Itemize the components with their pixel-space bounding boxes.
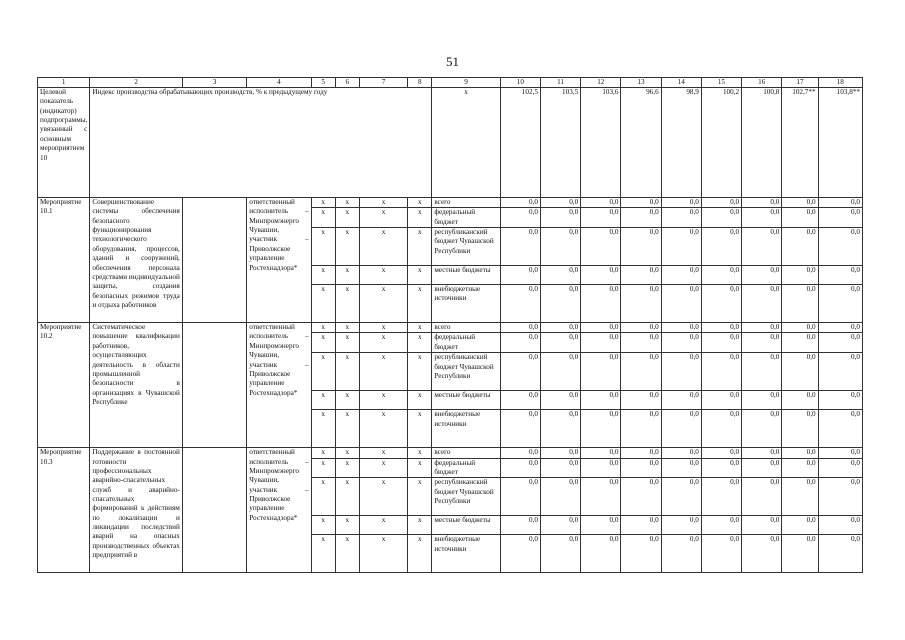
code-x-cell: x bbox=[359, 228, 407, 266]
funding-value: 0,0 bbox=[661, 333, 701, 353]
funding-value: 0,0 bbox=[540, 208, 580, 228]
funding-value: 0,0 bbox=[581, 458, 621, 478]
code-x-cell: x bbox=[359, 391, 407, 410]
measure-funding-row bbox=[38, 448, 863, 458]
measure-empty-cell bbox=[182, 323, 246, 448]
funding-value: 0,0 bbox=[500, 228, 540, 266]
funding-value: 0,0 bbox=[581, 208, 621, 228]
funding-value: 0,0 bbox=[701, 410, 741, 448]
column-number: 4 bbox=[247, 78, 311, 88]
funding-value: 0,0 bbox=[581, 323, 621, 333]
code-x-cell: x bbox=[408, 458, 432, 478]
funding-value: 0,0 bbox=[782, 323, 818, 333]
code-x-cell: x bbox=[408, 228, 432, 266]
funding-value: 0,0 bbox=[742, 228, 782, 266]
funding-value: 0,0 bbox=[742, 516, 782, 535]
funding-value: 0,0 bbox=[782, 208, 818, 228]
funding-value: 0,0 bbox=[742, 535, 782, 573]
measure-name: Совершенствование системы обеспечения безопасного функционирования технологического оборудования, процессов, зданий и сооружений, обеспечения персонала средствами индивидуальной защиты, создания безопасных режимов труда и отдыха работников bbox=[90, 198, 183, 323]
column-number: 16 bbox=[742, 78, 782, 88]
funding-value: 0,0 bbox=[782, 410, 818, 448]
funding-value: 0,0 bbox=[782, 448, 818, 458]
funding-value: 0,0 bbox=[661, 391, 701, 410]
code-x-cell: x bbox=[359, 353, 407, 391]
indicator-col9: x bbox=[432, 88, 500, 198]
funding-value: 0,0 bbox=[782, 198, 818, 208]
measure-empty-cell bbox=[182, 198, 246, 323]
code-x-cell: x bbox=[335, 391, 359, 410]
code-x-cell: x bbox=[408, 333, 432, 353]
code-x-cell: x bbox=[335, 410, 359, 448]
funding-value: 0,0 bbox=[661, 198, 701, 208]
column-number: 2 bbox=[90, 78, 183, 88]
code-x-cell: x bbox=[335, 516, 359, 535]
code-x-cell: x bbox=[335, 323, 359, 333]
code-x-cell: x bbox=[311, 285, 335, 323]
funding-value: 0,0 bbox=[661, 458, 701, 478]
code-x-cell: x bbox=[335, 535, 359, 573]
funding-value: 0,0 bbox=[540, 410, 580, 448]
code-x-cell: x bbox=[408, 266, 432, 285]
funding-value: 0,0 bbox=[818, 198, 862, 208]
funding-value: 0,0 bbox=[500, 266, 540, 285]
funding-value: 0,0 bbox=[540, 458, 580, 478]
funding-value: 0,0 bbox=[782, 266, 818, 285]
code-x-cell: x bbox=[408, 478, 432, 516]
code-x-cell: x bbox=[408, 285, 432, 323]
code-x-cell: x bbox=[359, 333, 407, 353]
funding-source: местные бюджеты bbox=[432, 266, 500, 285]
code-x-cell: x bbox=[311, 516, 335, 535]
funding-source: внебюджетные источники bbox=[432, 410, 500, 448]
code-x-cell: x bbox=[311, 410, 335, 448]
funding-value: 0,0 bbox=[818, 323, 862, 333]
code-x-cell: x bbox=[335, 228, 359, 266]
funding-value: 0,0 bbox=[621, 323, 661, 333]
page-number: 51 bbox=[446, 54, 459, 69]
code-x-cell: x bbox=[335, 478, 359, 516]
funding-source: федеральный бюджет bbox=[432, 333, 500, 353]
table-body bbox=[38, 78, 863, 573]
funding-value: 0,0 bbox=[742, 266, 782, 285]
funding-value: 0,0 bbox=[621, 198, 661, 208]
funding-value: 0,0 bbox=[621, 228, 661, 266]
funding-value: 0,0 bbox=[701, 198, 741, 208]
funding-value: 0,0 bbox=[581, 333, 621, 353]
measure-name: Поддержание в постоянной готовности профессиональных аварийно-спасательных служб и аварийно-спасательных формирований к действиям по локализации и ликвидации последствий аварий на опасных производственных объектах предприятий в bbox=[90, 448, 183, 573]
funding-value: 0,0 bbox=[661, 323, 701, 333]
funding-value: 0,0 bbox=[661, 535, 701, 573]
code-x-cell: x bbox=[335, 198, 359, 208]
code-x-cell: x bbox=[311, 353, 335, 391]
funding-value: 0,0 bbox=[782, 516, 818, 535]
funding-value: 0,0 bbox=[661, 228, 701, 266]
funding-value: 0,0 bbox=[742, 323, 782, 333]
indicator-name: Индекс производства обрабатывающих производств, % к предыдущему году bbox=[90, 88, 432, 198]
funding-value: 0,0 bbox=[500, 198, 540, 208]
funding-value: 0,0 bbox=[661, 516, 701, 535]
column-number: 11 bbox=[540, 78, 580, 88]
funding-value: 0,0 bbox=[500, 285, 540, 323]
code-x-cell: x bbox=[335, 448, 359, 458]
funding-value: 0,0 bbox=[742, 198, 782, 208]
funding-value: 0,0 bbox=[621, 285, 661, 323]
code-x-cell: x bbox=[408, 353, 432, 391]
funding-value: 0,0 bbox=[540, 478, 580, 516]
funding-value: 0,0 bbox=[621, 353, 661, 391]
code-x-cell: x bbox=[335, 353, 359, 391]
code-x-cell: x bbox=[408, 323, 432, 333]
funding-value: 0,0 bbox=[581, 353, 621, 391]
funding-source: республиканский бюджет Чувашской Республики bbox=[432, 228, 500, 266]
funding-value: 0,0 bbox=[661, 448, 701, 458]
funding-source: местные бюджеты bbox=[432, 391, 500, 410]
code-x-cell: x bbox=[311, 448, 335, 458]
funding-value: 0,0 bbox=[818, 458, 862, 478]
indicator-value: 103,5 bbox=[540, 88, 580, 198]
funding-value: 0,0 bbox=[500, 333, 540, 353]
funding-value: 0,0 bbox=[661, 266, 701, 285]
funding-value: 0,0 bbox=[742, 333, 782, 353]
column-number: 12 bbox=[581, 78, 621, 88]
funding-value: 0,0 bbox=[701, 208, 741, 228]
code-x-cell: x bbox=[359, 266, 407, 285]
code-x-cell: x bbox=[359, 458, 407, 478]
funding-value: 0,0 bbox=[782, 391, 818, 410]
indicator-value: 103,8** bbox=[818, 88, 862, 198]
funding-value: 0,0 bbox=[782, 353, 818, 391]
funding-value: 0,0 bbox=[621, 458, 661, 478]
funding-value: 0,0 bbox=[818, 266, 862, 285]
funding-value: 0,0 bbox=[500, 448, 540, 458]
code-x-cell: x bbox=[311, 323, 335, 333]
funding-value: 0,0 bbox=[818, 448, 862, 458]
funding-value: 0,0 bbox=[701, 353, 741, 391]
funding-value: 0,0 bbox=[581, 228, 621, 266]
indicator-value: 102,5 bbox=[500, 88, 540, 198]
funding-source: внебюджетные источники bbox=[432, 535, 500, 573]
code-x-cell: x bbox=[359, 448, 407, 458]
funding-value: 0,0 bbox=[742, 391, 782, 410]
funding-value: 0,0 bbox=[742, 410, 782, 448]
indicator-value: 100,2 bbox=[701, 88, 741, 198]
column-number: 10 bbox=[500, 78, 540, 88]
funding-value: 0,0 bbox=[621, 266, 661, 285]
indicator-value: 100,8 bbox=[742, 88, 782, 198]
funding-value: 0,0 bbox=[540, 266, 580, 285]
funding-value: 0,0 bbox=[661, 478, 701, 516]
funding-source: республиканский бюджет Чувашской Республики bbox=[432, 353, 500, 391]
funding-value: 0,0 bbox=[621, 410, 661, 448]
funding-value: 0,0 bbox=[701, 448, 741, 458]
code-x-cell: x bbox=[359, 285, 407, 323]
funding-value: 0,0 bbox=[500, 478, 540, 516]
funding-source: всего bbox=[432, 198, 500, 208]
funding-value: 0,0 bbox=[540, 516, 580, 535]
funding-value: 0,0 bbox=[621, 478, 661, 516]
funding-value: 0,0 bbox=[540, 323, 580, 333]
funding-value: 0,0 bbox=[500, 516, 540, 535]
funding-value: 0,0 bbox=[581, 535, 621, 573]
funding-value: 0,0 bbox=[581, 516, 621, 535]
code-x-cell: x bbox=[335, 285, 359, 323]
funding-value: 0,0 bbox=[701, 323, 741, 333]
column-number: 1 bbox=[38, 78, 90, 88]
measure-executor: ответственный исполнитель – Минпромэнерго Чувашии, участник – Приволжское управление Ростехнадзора* bbox=[247, 198, 311, 323]
funding-value: 0,0 bbox=[701, 228, 741, 266]
funding-value: 0,0 bbox=[818, 391, 862, 410]
funding-value: 0,0 bbox=[581, 266, 621, 285]
funding-value: 0,0 bbox=[540, 228, 580, 266]
funding-value: 0,0 bbox=[701, 478, 741, 516]
funding-value: 0,0 bbox=[581, 410, 621, 448]
funding-value: 0,0 bbox=[581, 478, 621, 516]
measure-empty-cell bbox=[182, 448, 246, 573]
measure-executor: ответственный исполнитель – Минпромэнерго Чувашии, участник – Приволжское управление Ростехнадзора* bbox=[247, 323, 311, 448]
code-x-cell: x bbox=[311, 333, 335, 353]
funding-source: внебюджетные источники bbox=[432, 285, 500, 323]
funding-value: 0,0 bbox=[818, 285, 862, 323]
funding-value: 0,0 bbox=[621, 208, 661, 228]
funding-value: 0,0 bbox=[500, 353, 540, 391]
code-x-cell: x bbox=[311, 535, 335, 573]
funding-value: 0,0 bbox=[818, 353, 862, 391]
funding-value: 0,0 bbox=[500, 535, 540, 573]
funding-value: 0,0 bbox=[742, 285, 782, 323]
funding-value: 0,0 bbox=[581, 285, 621, 323]
funding-value: 0,0 bbox=[540, 353, 580, 391]
funding-value: 0,0 bbox=[701, 333, 741, 353]
column-number: 9 bbox=[432, 78, 500, 88]
funding-value: 0,0 bbox=[621, 535, 661, 573]
code-x-cell: x bbox=[408, 448, 432, 458]
measure-funding-row bbox=[38, 323, 863, 333]
funding-value: 0,0 bbox=[701, 458, 741, 478]
funding-value: 0,0 bbox=[742, 208, 782, 228]
funding-value: 0,0 bbox=[581, 198, 621, 208]
funding-value: 0,0 bbox=[661, 208, 701, 228]
indicator-value: 98,9 bbox=[661, 88, 701, 198]
funding-value: 0,0 bbox=[621, 448, 661, 458]
funding-value: 0,0 bbox=[500, 410, 540, 448]
funding-value: 0,0 bbox=[818, 410, 862, 448]
funding-value: 0,0 bbox=[581, 391, 621, 410]
funding-value: 0,0 bbox=[818, 208, 862, 228]
funding-value: 0,0 bbox=[818, 516, 862, 535]
funding-source: федеральный бюджет bbox=[432, 208, 500, 228]
code-x-cell: x bbox=[311, 228, 335, 266]
funding-value: 0,0 bbox=[742, 353, 782, 391]
indicator-row bbox=[38, 88, 863, 198]
funding-value: 0,0 bbox=[818, 333, 862, 353]
code-x-cell: x bbox=[359, 478, 407, 516]
code-x-cell: x bbox=[335, 266, 359, 285]
funding-value: 0,0 bbox=[581, 448, 621, 458]
funding-value: 0,0 bbox=[782, 285, 818, 323]
funding-value: 0,0 bbox=[742, 478, 782, 516]
indicator-value: 96,6 bbox=[621, 88, 661, 198]
code-x-cell: x bbox=[359, 410, 407, 448]
code-x-cell: x bbox=[359, 516, 407, 535]
column-number: 8 bbox=[408, 78, 432, 88]
program-table bbox=[37, 77, 863, 573]
funding-value: 0,0 bbox=[701, 391, 741, 410]
funding-value: 0,0 bbox=[782, 228, 818, 266]
funding-value: 0,0 bbox=[701, 516, 741, 535]
column-number: 13 bbox=[621, 78, 661, 88]
funding-value: 0,0 bbox=[540, 391, 580, 410]
funding-value: 0,0 bbox=[818, 535, 862, 573]
column-number: 15 bbox=[701, 78, 741, 88]
column-number: 17 bbox=[782, 78, 818, 88]
funding-value: 0,0 bbox=[782, 535, 818, 573]
code-x-cell: x bbox=[359, 535, 407, 573]
indicator-value: 103,6 bbox=[581, 88, 621, 198]
column-number: 7 bbox=[359, 78, 407, 88]
code-x-cell: x bbox=[359, 208, 407, 228]
code-x-cell: x bbox=[408, 535, 432, 573]
measure-executor: ответственный исполнитель – Минпромэнерго Чувашии, участник – Приволжское управление Ростехнадзора* bbox=[247, 448, 311, 573]
measure-code: Мероприятие 10.3 bbox=[38, 448, 90, 573]
funding-value: 0,0 bbox=[782, 458, 818, 478]
column-number: 3 bbox=[182, 78, 246, 88]
funding-value: 0,0 bbox=[540, 535, 580, 573]
column-number: 14 bbox=[661, 78, 701, 88]
code-x-cell: x bbox=[311, 266, 335, 285]
code-x-cell: x bbox=[408, 198, 432, 208]
indicator-value: 102,7** bbox=[782, 88, 818, 198]
code-x-cell: x bbox=[408, 391, 432, 410]
funding-value: 0,0 bbox=[540, 285, 580, 323]
funding-value: 0,0 bbox=[500, 458, 540, 478]
funding-value: 0,0 bbox=[742, 458, 782, 478]
funding-value: 0,0 bbox=[742, 448, 782, 458]
funding-value: 0,0 bbox=[661, 353, 701, 391]
funding-value: 0,0 bbox=[701, 285, 741, 323]
column-number: 5 bbox=[311, 78, 335, 88]
funding-source: федеральный бюджет bbox=[432, 458, 500, 478]
code-x-cell: x bbox=[311, 198, 335, 208]
funding-value: 0,0 bbox=[621, 516, 661, 535]
funding-value: 0,0 bbox=[500, 323, 540, 333]
code-x-cell: x bbox=[408, 410, 432, 448]
code-x-cell: x bbox=[359, 323, 407, 333]
funding-value: 0,0 bbox=[621, 333, 661, 353]
indicator-label: Целевой показатель (индикатор) подпрограммы, увязанный с основным мероприятием 10 bbox=[38, 88, 90, 198]
code-x-cell: x bbox=[408, 208, 432, 228]
funding-value: 0,0 bbox=[500, 208, 540, 228]
funding-value: 0,0 bbox=[621, 391, 661, 410]
funding-value: 0,0 bbox=[540, 448, 580, 458]
funding-value: 0,0 bbox=[818, 478, 862, 516]
funding-value: 0,0 bbox=[540, 198, 580, 208]
code-x-cell: x bbox=[408, 516, 432, 535]
code-x-cell: x bbox=[359, 198, 407, 208]
column-number-row bbox=[38, 78, 863, 88]
funding-source: всего bbox=[432, 448, 500, 458]
funding-source: всего bbox=[432, 323, 500, 333]
code-x-cell: x bbox=[311, 208, 335, 228]
funding-value: 0,0 bbox=[661, 410, 701, 448]
funding-value: 0,0 bbox=[701, 535, 741, 573]
column-number: 18 bbox=[818, 78, 862, 88]
funding-value: 0,0 bbox=[782, 478, 818, 516]
funding-value: 0,0 bbox=[701, 266, 741, 285]
measure-funding-row bbox=[38, 198, 863, 208]
code-x-cell: x bbox=[311, 391, 335, 410]
code-x-cell: x bbox=[335, 333, 359, 353]
code-x-cell: x bbox=[335, 458, 359, 478]
column-number: 6 bbox=[335, 78, 359, 88]
funding-source: местные бюджеты bbox=[432, 516, 500, 535]
measure-name: Систематическое повышение квалификации работников, осуществляющих деятельность в области промышленной безопасности в организациях в Чувашской Республике bbox=[90, 323, 183, 448]
measure-code: Мероприятие 10.2 bbox=[38, 323, 90, 448]
funding-source: республиканский бюджет Чувашской Республики bbox=[432, 478, 500, 516]
code-x-cell: x bbox=[311, 458, 335, 478]
funding-value: 0,0 bbox=[661, 285, 701, 323]
funding-value: 0,0 bbox=[782, 333, 818, 353]
funding-value: 0,0 bbox=[500, 391, 540, 410]
code-x-cell: x bbox=[335, 208, 359, 228]
funding-value: 0,0 bbox=[540, 333, 580, 353]
code-x-cell: x bbox=[311, 478, 335, 516]
measure-code: Мероприятие 10.1 bbox=[38, 198, 90, 323]
funding-value: 0,0 bbox=[818, 228, 862, 266]
